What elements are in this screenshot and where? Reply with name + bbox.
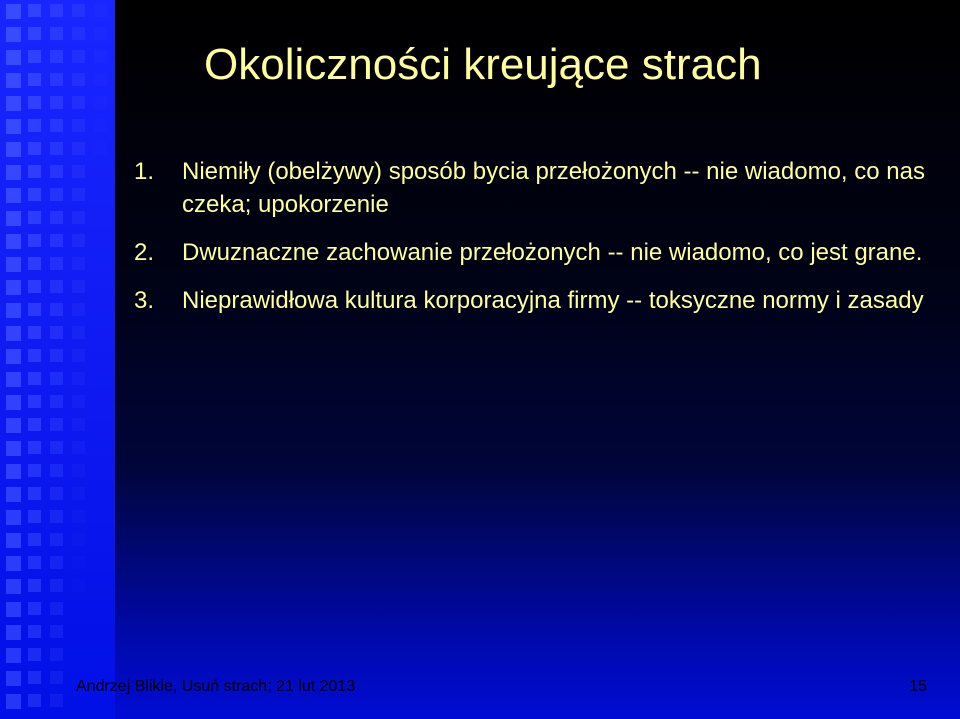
list-item bbox=[134, 236, 934, 269]
decorative-square bbox=[50, 142, 63, 155]
decorative-square bbox=[50, 487, 63, 500]
decorative-square bbox=[94, 142, 107, 155]
decorative-square bbox=[50, 441, 63, 454]
decorative-square bbox=[6, 648, 21, 663]
decorative-square bbox=[72, 441, 85, 454]
decorative-square bbox=[28, 602, 41, 615]
decorative-square bbox=[6, 119, 21, 134]
decorative-square bbox=[28, 27, 41, 40]
list-item-text: Niemiły (obelżywy) sposób bycia przełożonych -- nie wiadomo, co nas czeka; upokorzenie bbox=[182, 158, 925, 218]
decorative-square bbox=[94, 50, 107, 63]
decorative-square bbox=[72, 510, 85, 523]
decorative-square bbox=[72, 326, 85, 339]
decorative-square bbox=[28, 464, 41, 477]
decorative-square bbox=[28, 50, 41, 63]
decorative-square bbox=[6, 4, 21, 19]
decorative-square bbox=[28, 625, 41, 638]
decorative-square bbox=[50, 510, 63, 523]
decorative-square bbox=[72, 257, 85, 270]
decorative-square bbox=[6, 211, 21, 226]
decorative-square bbox=[72, 395, 85, 408]
list-item-number: 3. bbox=[134, 287, 155, 314]
decorative-square bbox=[28, 510, 41, 523]
list-item bbox=[134, 284, 934, 317]
decorative-square bbox=[6, 50, 21, 65]
decorative-square bbox=[28, 234, 41, 247]
decorative-square bbox=[72, 556, 85, 569]
decorative-square bbox=[72, 372, 85, 385]
decorative-square bbox=[50, 27, 63, 40]
decorative-square bbox=[50, 119, 63, 132]
decorative-square bbox=[28, 395, 41, 408]
decorative-square bbox=[6, 625, 21, 640]
decorative-square bbox=[50, 602, 63, 615]
decorative-square bbox=[72, 50, 85, 63]
decorative-square bbox=[6, 464, 21, 479]
decorative-square bbox=[6, 487, 21, 502]
decorative-square bbox=[50, 533, 63, 546]
decorative-square bbox=[50, 96, 63, 109]
decorative-square bbox=[6, 579, 21, 594]
footer-page-number: 15 bbox=[909, 678, 927, 695]
decorative-square bbox=[6, 96, 21, 111]
decorative-square bbox=[28, 211, 41, 224]
decorative-square bbox=[72, 579, 85, 592]
decorative-square bbox=[50, 556, 63, 569]
decorative-square bbox=[28, 556, 41, 569]
decorative-square bbox=[72, 4, 85, 17]
decorative-square bbox=[6, 188, 21, 203]
decorative-square bbox=[72, 418, 85, 431]
decorative-square bbox=[6, 395, 21, 410]
decorative-square bbox=[6, 326, 21, 341]
decorative-square bbox=[28, 73, 41, 86]
decorative-square bbox=[72, 142, 85, 155]
list-item-number: 2. bbox=[134, 239, 155, 266]
decorative-squares bbox=[6, 0, 116, 719]
decorative-square bbox=[6, 556, 21, 571]
decorative-square bbox=[28, 441, 41, 454]
list-item-text: Dwuznaczne zachowanie przełożonych -- nie wiadomo, co jest grane. bbox=[182, 239, 923, 266]
slide-title: Okoliczności kreujące strach bbox=[204, 40, 762, 89]
decorative-square bbox=[6, 418, 21, 433]
decorative-square bbox=[28, 648, 41, 661]
decorative-square bbox=[50, 50, 63, 63]
decorative-square bbox=[6, 533, 21, 548]
decorative-square bbox=[28, 349, 41, 362]
list-item-number: 1. bbox=[134, 158, 155, 185]
decorative-square bbox=[94, 27, 107, 40]
decorative-square bbox=[28, 4, 41, 17]
decorative-square bbox=[6, 142, 21, 157]
numbered-list bbox=[134, 155, 934, 332]
decorative-square bbox=[50, 625, 63, 638]
decorative-square bbox=[6, 372, 21, 387]
list-item bbox=[134, 155, 934, 221]
decorative-square bbox=[28, 694, 41, 707]
decorative-square bbox=[72, 234, 85, 247]
decorative-square bbox=[28, 579, 41, 592]
decorative-square bbox=[50, 188, 63, 201]
decorative-square bbox=[28, 142, 41, 155]
decorative-square bbox=[28, 96, 41, 109]
decorative-square bbox=[72, 73, 85, 86]
decorative-square bbox=[6, 671, 21, 686]
decorative-square bbox=[28, 280, 41, 293]
decorative-square bbox=[94, 4, 107, 17]
decorative-square bbox=[50, 4, 63, 17]
decorative-square bbox=[50, 349, 63, 362]
decorative-square bbox=[50, 395, 63, 408]
decorative-square bbox=[50, 257, 63, 270]
decorative-square bbox=[50, 165, 63, 178]
decorative-square bbox=[94, 96, 107, 109]
decorative-square bbox=[6, 280, 21, 295]
decorative-square bbox=[28, 119, 41, 132]
decorative-square bbox=[28, 372, 41, 385]
decorative-square bbox=[28, 165, 41, 178]
decorative-square bbox=[28, 303, 41, 316]
decorative-square bbox=[6, 165, 21, 180]
decorative-square bbox=[72, 349, 85, 362]
decorative-square bbox=[50, 671, 63, 684]
decorative-square bbox=[28, 671, 41, 684]
decorative-square bbox=[72, 165, 85, 178]
decorative-square bbox=[6, 602, 21, 617]
decorative-square bbox=[28, 533, 41, 546]
decorative-square bbox=[50, 303, 63, 316]
decorative-square bbox=[50, 280, 63, 293]
decorative-square bbox=[72, 188, 85, 201]
list-item-text: Nieprawidłowa kultura korporacyjna firmy -- toksyczne normy i zasady bbox=[182, 287, 924, 314]
decorative-square bbox=[50, 73, 63, 86]
decorative-square bbox=[28, 326, 41, 339]
decorative-square bbox=[50, 326, 63, 339]
decorative-square bbox=[50, 211, 63, 224]
decorative-square bbox=[50, 372, 63, 385]
decorative-square bbox=[50, 648, 63, 661]
decorative-square bbox=[72, 303, 85, 316]
decorative-square bbox=[72, 27, 85, 40]
decorative-square bbox=[6, 349, 21, 364]
decorative-square bbox=[28, 257, 41, 270]
decorative-square bbox=[72, 280, 85, 293]
decorative-square bbox=[50, 579, 63, 592]
decorative-square bbox=[28, 188, 41, 201]
decorative-square bbox=[72, 533, 85, 546]
decorative-square bbox=[72, 464, 85, 477]
decorative-square bbox=[50, 418, 63, 431]
decorative-square bbox=[6, 257, 21, 272]
decorative-square bbox=[94, 73, 107, 86]
decorative-square bbox=[72, 96, 85, 109]
decorative-square bbox=[28, 487, 41, 500]
decorative-square bbox=[28, 418, 41, 431]
decorative-square bbox=[94, 119, 107, 132]
decorative-square bbox=[50, 694, 63, 707]
decorative-square bbox=[6, 234, 21, 249]
decorative-square bbox=[6, 441, 21, 456]
footer-author: Andrzej Blikle, Usuń strach; 21 lut 2013 bbox=[76, 678, 356, 695]
decorative-square bbox=[6, 73, 21, 88]
decorative-square bbox=[72, 487, 85, 500]
decorative-square bbox=[6, 303, 21, 318]
decorative-square bbox=[6, 27, 21, 42]
decorative-square bbox=[6, 694, 21, 709]
decorative-square bbox=[50, 234, 63, 247]
decorative-square bbox=[50, 464, 63, 477]
decorative-square bbox=[72, 211, 85, 224]
decorative-square bbox=[72, 119, 85, 132]
decorative-square bbox=[6, 510, 21, 525]
